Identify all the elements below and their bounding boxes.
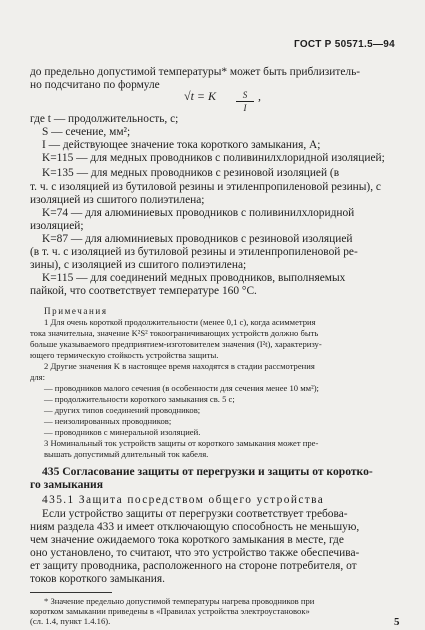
- definition-line: S — сечение, мм²;: [42, 126, 131, 138]
- fraction-bar: [236, 101, 254, 102]
- body-line: Если устройство защиты от перегрузки соответствует требова-: [42, 508, 348, 520]
- body-line: чем значение ожидаемого тока короткого замыкания в месте, где: [30, 534, 344, 546]
- note-line: — проводников малого сечения (в особенности для сечения менее 10 мм²);: [44, 383, 319, 393]
- body-line: токов короткого замыкания.: [30, 573, 165, 585]
- body-line: ет защиту проводника, расположенного на стороне потребителя, от: [30, 560, 357, 572]
- note-line: тока значительна, значение K²S² токоограничивающих устройств должно быть: [30, 328, 319, 338]
- page-number: 5: [394, 616, 400, 628]
- note-line: вышать допустимый длительный ток кабеля.: [44, 449, 209, 459]
- note-line: 1 Для очень короткой продолжительности (менее 0,1 с), когда асимметрия: [44, 317, 316, 327]
- definition-line: где t — продолжительность, с;: [30, 113, 179, 125]
- definition-line: (в т. ч. с изоляцией из бутиловой резины и этиленпропиленовой ре-: [30, 246, 358, 258]
- note-line: — других типов соединений проводников;: [44, 405, 201, 415]
- definition-line: K=87 — для алюминиевых проводников с резиновой изоляцией: [42, 233, 353, 245]
- definition-line: пайкой, что соответствует температуре 160 °С.: [30, 285, 257, 297]
- definition-line: K=115 — для медных проводников с поливинилхлоридной изоляцией;: [42, 152, 385, 164]
- note-line: больше указываемого предприятием-изготовителем значения (I²t), характеризу-: [30, 339, 322, 349]
- definition-line: K=74 — для алюминиевых проводников с поливинилхлоридной: [42, 207, 355, 219]
- formula-lhs: √t = K: [184, 89, 217, 103]
- formula-denominator: I: [243, 103, 247, 113]
- intro-line: но подсчитано по формуле: [30, 79, 160, 91]
- section-title: 435 Согласование защиты от перегрузки и защиты от коротко-: [42, 465, 373, 478]
- definition-line: K=115 — для соединений медных проводников, выполняемых: [42, 272, 346, 284]
- note-line: 2 Другие значения K в настоящее время находятся в стадии рассмотрения: [44, 361, 315, 371]
- standard-code: ГОСТ Р 50571.5—94: [294, 39, 395, 50]
- note-line: — продолжительности короткого замыкания св. 5 с;: [44, 394, 235, 404]
- notes-title: Примечания: [44, 306, 108, 316]
- definition-line: зины), с изоляцией из сшитого полиэтилена;: [30, 259, 247, 271]
- section-title-cont: го замыкания: [30, 478, 104, 491]
- note-line: — проводников с минеральной изоляцией.: [44, 427, 201, 437]
- note-line: 3 Номинальный ток устройств защиты от короткого замыкания может пре-: [44, 438, 319, 448]
- formula-end: ,: [258, 89, 261, 103]
- body-line: оно установлено, то считают, что это устройство также обеспечива-: [30, 547, 360, 559]
- note-line: — неизолированных проводников;: [44, 416, 172, 426]
- footnote-line: (сл. 1.4, пункт 1.4.16).: [30, 616, 111, 626]
- definition-line: I — действующее значение тока короткого замыкания, А;: [42, 139, 321, 151]
- definition-line: изоляцией;: [30, 220, 84, 232]
- formula-numerator: S: [242, 90, 248, 100]
- footnote-rule: [30, 592, 112, 593]
- footnote-line: * Значение предельно допустимой температуры нагрева проводников при: [44, 596, 315, 606]
- definition-line: т. ч. с изоляцией из бутиловой резины и этиленпропиленовой резины), с изоляцией из сшитого полиэтилена;: [30, 181, 381, 207]
- footnote-line: коротком замыкании приведены в «Правилах устройства электроустановок»: [30, 606, 310, 616]
- intro-line: до предельно допустимой температуры* может быть приблизитель-: [30, 66, 361, 78]
- formula-fraction: [236, 90, 254, 113]
- body-line: ниям раздела 433 и имеет отключающую способность не меньшую,: [30, 521, 360, 533]
- subsection-title: 435.1 Защита посредством общего устройства: [42, 494, 325, 506]
- note-line: для:: [30, 372, 46, 382]
- definition-line: K=135 — для медных проводников с резиновой изоляцией (в: [42, 167, 340, 179]
- note-line: ющего термическую стойкость устройства защиты.: [30, 350, 219, 360]
